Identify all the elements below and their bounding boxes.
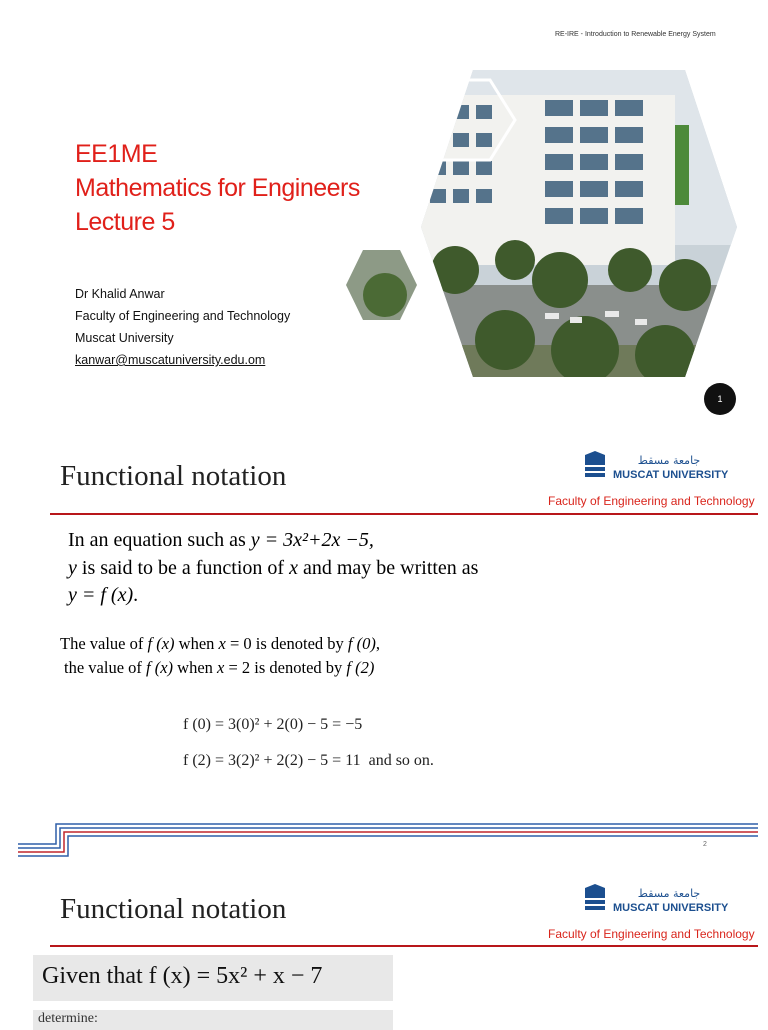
intro-line-3: y = f (x). (68, 584, 139, 606)
page-number-2: 2 (703, 841, 707, 848)
logo-english-text: MUSCAT UNIVERSITY (613, 469, 729, 481)
logo-arabic-text-3: جامعة مسقط (637, 887, 701, 900)
formula-f2: f (2) = 3(2)² + 2(2) − 5 = 11 and so on. (183, 752, 434, 769)
course-code: EE1ME (75, 140, 158, 168)
title-divider-3 (50, 945, 758, 947)
slide-title-3: Functional notation (60, 893, 287, 925)
email-link[interactable]: kanwar@muscatuniversity.edu.om (75, 353, 266, 367)
page-number-badge: 1 (704, 383, 736, 415)
faculty-caption: Faculty of Engineering and Technology (548, 494, 755, 508)
muscat-university-logo (583, 451, 733, 481)
muscat-university-logo-3 (583, 884, 733, 914)
faculty-caption-3: Faculty of Engineering and Technology (548, 927, 755, 941)
value-line-2: the value of f (x) when x = 2 is denoted by f (2) (64, 658, 375, 677)
formula-f0: f (0) = 3(0)² + 2(0) − 5 = −5 (183, 716, 363, 733)
intro-line-1: In an equation such as y = 3x²+2x −5, (68, 529, 374, 551)
logo-english-text-3: MUSCAT UNIVERSITY (613, 902, 729, 914)
campus-hexagon-photo (345, 55, 740, 385)
course-title: Mathematics for Engineers (75, 174, 360, 202)
determine-label: determine: (38, 1011, 98, 1026)
footer-decoration (18, 822, 758, 858)
author-name: Dr Khalid Anwar (75, 287, 165, 301)
faculty-name: Faculty of Engineering and Technology (75, 309, 291, 323)
logo-arabic-text: جامعة مسقط (637, 454, 701, 467)
lecture-number: Lecture 5 (75, 208, 175, 236)
intro-line-2: y is said to be a function of x and may be written as (68, 557, 479, 579)
title-divider (50, 513, 758, 515)
value-line-1: The value of f (x) when x = 0 is denoted by f (0), (60, 634, 380, 653)
slide-title: Functional notation (60, 460, 287, 492)
header-tag: RE-IRE - Introduction to Renewable Energy System (555, 31, 716, 38)
given-statement: Given that f (x) = 5x² + x − 7 (42, 963, 323, 989)
university-name: Muscat University (75, 331, 174, 345)
